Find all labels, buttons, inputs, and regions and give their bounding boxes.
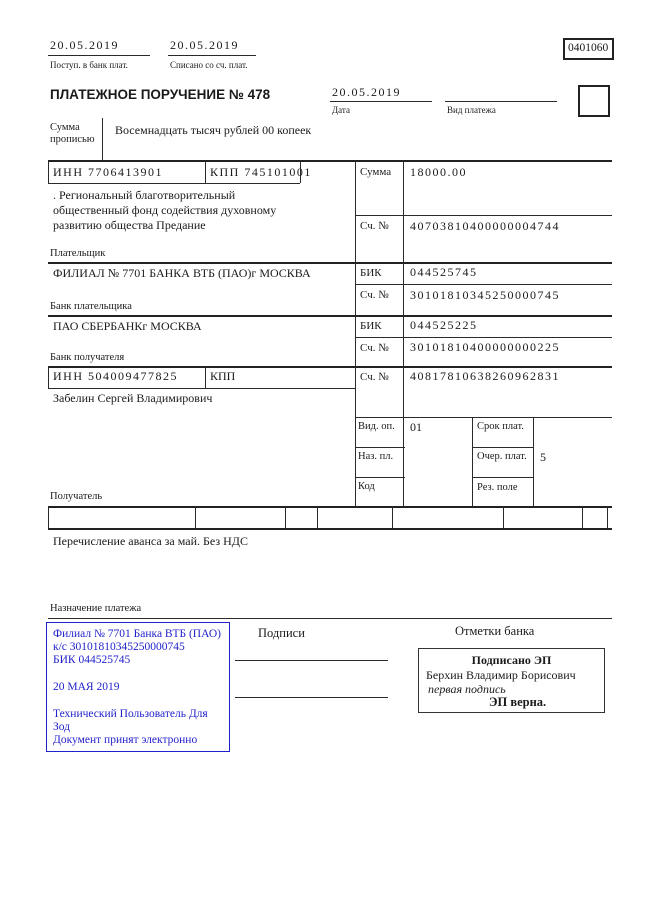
- table-border: [503, 506, 504, 528]
- table-border: [205, 366, 206, 388]
- purpose-code-label: Наз. пл.: [358, 451, 394, 462]
- table-border: [48, 160, 49, 183]
- doc-date: 20.05.2019: [332, 85, 401, 99]
- esign-signature-kind: первая подпись: [428, 682, 506, 696]
- payee-bank-name: ПАО СБЕРБАНКг МОСКВА: [53, 319, 202, 333]
- table-border: [48, 262, 612, 264]
- amount-value: 18000.00: [410, 165, 467, 179]
- stamp-line-6: Зод: [53, 721, 71, 733]
- payee-inn: ИНН 504009477825: [53, 369, 178, 383]
- op-type-value: 01: [410, 420, 422, 434]
- doc-date-caption: Дата: [332, 105, 350, 115]
- debit-date-caption: Списано со сч. плат.: [170, 60, 248, 70]
- table-border: [355, 284, 612, 285]
- signatures-label: Подписи: [258, 626, 305, 640]
- underline: [48, 55, 150, 56]
- table-border: [392, 506, 393, 528]
- debit-date: 20.05.2019: [170, 38, 239, 52]
- payer-name-line-2: общественный фонд содействия духовному: [53, 203, 277, 217]
- doc-title: ПЛАТЕЖНОЕ ПОРУЧЕНИЕ № 478: [50, 87, 271, 102]
- form-code: 0401060: [568, 42, 609, 54]
- payment-type-field: [445, 101, 557, 102]
- payer-section-label: Плательщик: [50, 248, 106, 259]
- table-border: [355, 160, 356, 506]
- payer-name-line-3: развитию общества Предание: [53, 218, 206, 232]
- table-border: [582, 506, 583, 528]
- signature-line-2: [235, 697, 388, 698]
- purpose-section-label: Назначение платежа: [50, 603, 142, 614]
- op-type-label: Вид. оп.: [358, 421, 395, 432]
- payment-type-caption: Вид платежа: [447, 105, 496, 115]
- payer-inn: ИНН 7706413901: [53, 165, 163, 179]
- esign-validity-text: ЭП верна.: [489, 695, 547, 709]
- table-border: [48, 366, 612, 368]
- due-date-label: Срок плат.: [477, 421, 524, 432]
- table-border: [48, 160, 612, 162]
- payer-bank-section-label: Банк плательщика: [50, 301, 132, 312]
- payer-account-value: 40703810400000004744: [410, 219, 560, 233]
- table-border: [48, 506, 49, 528]
- table-border: [355, 215, 612, 216]
- table-border: [607, 506, 608, 528]
- payment-type-box: [578, 85, 610, 117]
- signature-line-1: [235, 660, 388, 661]
- stamp-line-2: к/с 30101810345250000745: [53, 641, 185, 653]
- reserve-field-label: Рез. поле: [477, 482, 518, 493]
- payee-bank-bik-label: БИК: [360, 320, 382, 332]
- payer-bank-bik-label: БИК: [360, 267, 382, 279]
- priority-label: Очер. плат.: [477, 451, 527, 462]
- divider-line: [102, 118, 103, 160]
- esign-box: [418, 648, 605, 713]
- payer-kpp: КПП 745101001: [210, 165, 312, 179]
- receipt-date-caption: Поступ. в банк плат.: [50, 60, 128, 70]
- table-border: [472, 477, 533, 478]
- payee-bank-account-value: 30101810400000000225: [410, 340, 560, 354]
- amount-words-label: Сумма прописью: [50, 122, 95, 145]
- table-border: [533, 417, 534, 506]
- code-label: Код: [358, 481, 375, 492]
- table-border: [472, 417, 473, 506]
- priority-value: 5: [540, 450, 546, 464]
- table-border: [48, 315, 612, 317]
- esign-title: Подписано ЭП: [471, 653, 552, 667]
- payer-bank-account-label: Сч. №: [360, 289, 389, 301]
- table-border: [403, 160, 404, 506]
- payer-bank-bik-value: 044525745: [410, 265, 478, 279]
- table-border: [48, 506, 612, 508]
- divider-line: [48, 618, 612, 619]
- payer-bank-name: ФИЛИАЛ № 7701 БАНКА ВТБ (ПАО)г МОСКВА: [53, 266, 311, 280]
- underline: [168, 55, 256, 56]
- table-border: [355, 447, 405, 448]
- payee-bank-account-label: Сч. №: [360, 342, 389, 354]
- stamp-line-4: 20 МАЯ 2019: [53, 681, 120, 693]
- amount-words-value: Восемнадцать тысяч рублей 00 копеек: [115, 123, 312, 137]
- table-border: [355, 417, 612, 418]
- receipt-date: 20.05.2019: [50, 38, 119, 52]
- table-border: [317, 506, 318, 528]
- table-border: [48, 388, 355, 389]
- payee-section-label: Получатель: [50, 491, 103, 502]
- table-border: [472, 447, 533, 448]
- payee-bank-section-label: Банк получателя: [50, 352, 125, 363]
- amount-label: Сумма: [360, 166, 392, 178]
- payee-account-label: Сч. №: [360, 371, 389, 383]
- stamp-line-5: Технический Пользователь Для: [53, 708, 208, 720]
- stamp-line-3: БИК 044525745: [53, 654, 131, 666]
- payee-kpp-label: КПП: [210, 369, 236, 383]
- underline: [330, 101, 432, 102]
- payee-account-value: 40817810638260962831: [410, 369, 560, 383]
- table-border: [355, 337, 612, 338]
- table-border: [48, 366, 49, 388]
- stamp-line-1: Филиал № 7701 Банка ВТБ (ПАО): [53, 628, 221, 640]
- payer-bank-account-value: 30101810345250000745: [410, 288, 560, 302]
- bank-marks-label: Отметки банка: [455, 624, 535, 638]
- stamp-line-7: Документ принят электронно: [53, 734, 198, 746]
- table-border: [205, 160, 206, 183]
- payee-name: Забелин Сергей Владимирович: [53, 391, 213, 405]
- purpose-text: Перечисление аванса за май. Без НДС: [53, 534, 248, 548]
- table-border: [195, 506, 196, 528]
- payee-bank-bik-value: 044525225: [410, 318, 478, 332]
- table-border: [355, 477, 405, 478]
- table-border: [285, 506, 286, 528]
- table-border: [48, 183, 300, 184]
- payer-name-line-1: . Региональный благотворительный: [53, 188, 236, 202]
- table-border: [48, 528, 612, 530]
- form-code-box: [563, 38, 614, 60]
- payer-account-label: Сч. №: [360, 220, 389, 232]
- esign-signer: Берхин Владимир Борисович: [426, 668, 576, 682]
